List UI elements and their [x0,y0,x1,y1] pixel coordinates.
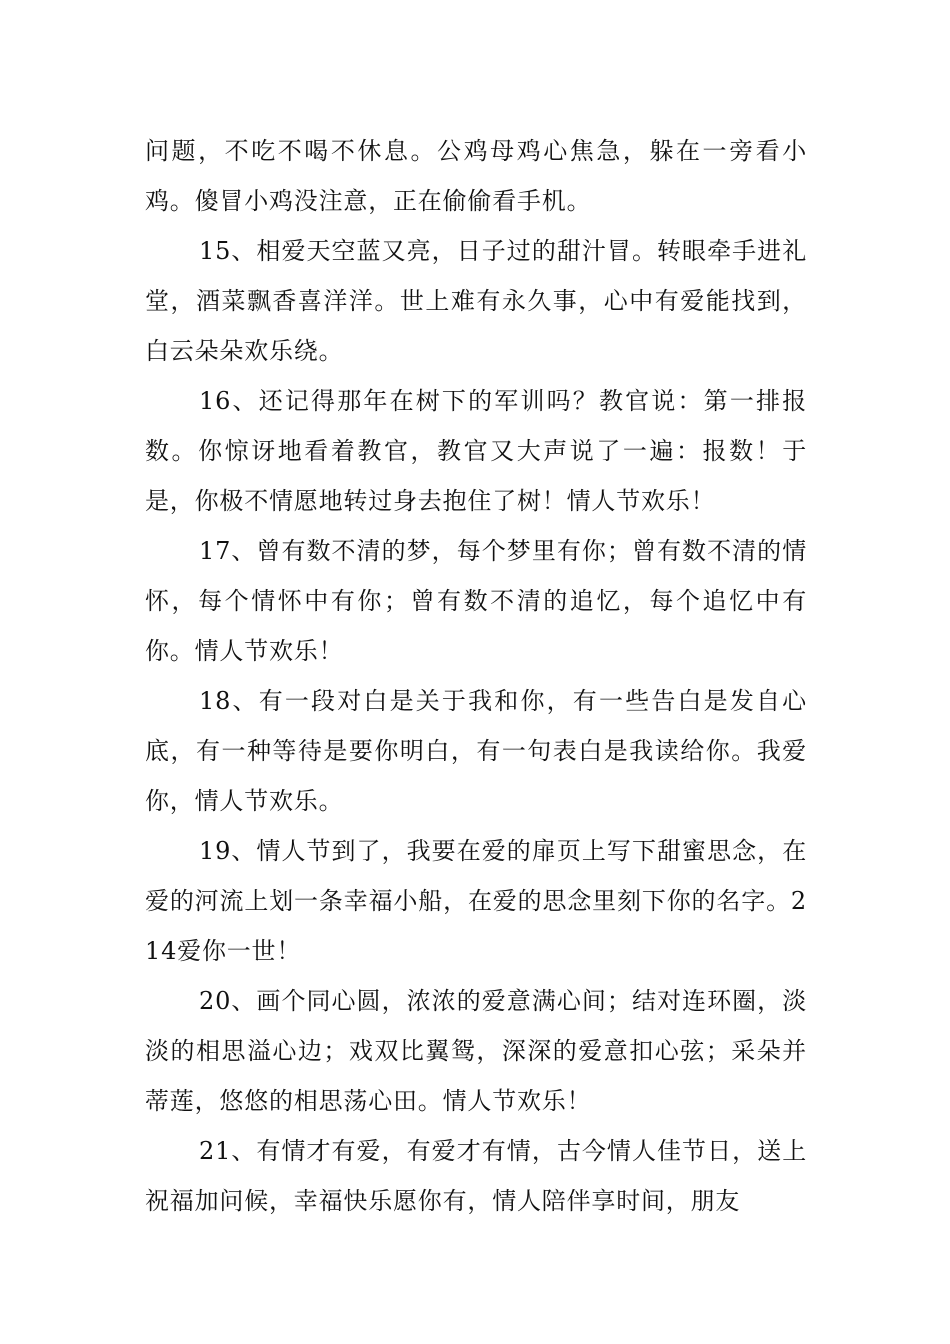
document-body [145,126,807,1226]
paragraph-16: 16、还记得那年在树下的军训吗？教官说：第一排报数。你惊讶地看着教官，教官又大声说了一遍：报数！于是，你极不情愿地转过身去抱住了树！情人节欢乐！ [145,387,807,515]
paragraph-21: 21、有情才有爱，有爱才有情，古今情人佳节日，送上祝福加问候，幸福快乐愿你有，情人陪伴享时间，朋友 [145,1137,807,1215]
paragraph-20: 20、画个同心圆，浓浓的爱意满心间；结对连环圈，淡淡的相思溢心边；戏双比翼鸳，深深的爱意扣心弦；采朵并蒂莲，悠悠的相思荡心田。情人节欢乐！ [145,987,807,1115]
paragraph-continued: 问题，不吃不喝不休息。公鸡母鸡心焦急，躲在一旁看小鸡。傻冒小鸡没注意，正在偷偷看手机。 [145,137,807,215]
paragraph-15: 15、相爱天空蓝又亮，日子过的甜汁冒。转眼牵手进礼堂，酒菜飘香喜洋洋。世上难有永久事，心中有爱能找到，白云朵朵欢乐绕。 [145,237,807,365]
paragraph-19: 19、情人节到了，我要在爱的扉页上写下甜蜜思念，在爱的河流上划一条幸福小船，在爱的思念里刻下你的名字。214爱你一世！ [145,837,807,965]
paragraph-18: 18、有一段对白是关于我和你，有一些告白是发自心底，有一种等待是要你明白，有一句表白是我读给你。我爱你，情人节欢乐。 [145,687,807,815]
paragraph-17: 17、曾有数不清的梦，每个梦里有你；曾有数不清的情怀，每个情怀中有你；曾有数不清的追忆，每个追忆中有你。情人节欢乐！ [145,537,807,665]
